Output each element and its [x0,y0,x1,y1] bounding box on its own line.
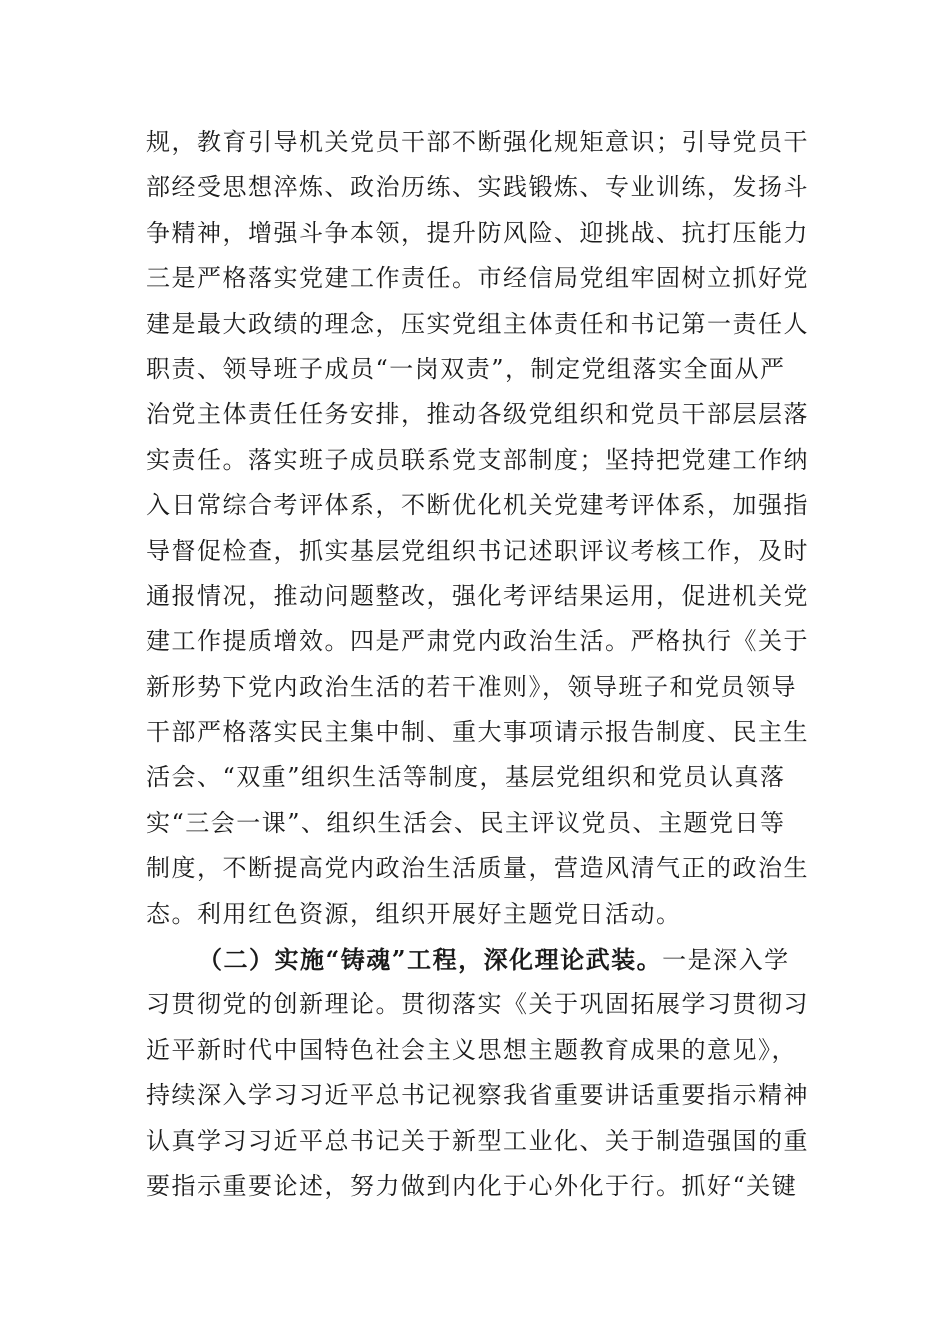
text-line: 新形势下党内政治生活的若干准则》，领导班子和党员领导 [146,672,797,701]
text-line: 习贯彻党的创新理论。贯彻落实《关于巩固拓展学习贯彻习 [146,990,809,1019]
text-line: 干部严格落实民主集中制、重大事项请示报告制度、民主生 [146,718,809,747]
text-line: 制度，不断提高党内政治生活质量，营造风清气正的政治生 [146,854,809,883]
text-line: 态。利用红色资源，组织开展好主题党日活动。 [146,899,682,928]
text-line: 入日常综合考评体系，不断优化机关党建考评体系，加强指 [146,491,809,520]
section-2-heading: （二）实施“铸魂”工程，深化理论武装。 [198,945,663,975]
text-line: 通报情况，推动问题整改，强化考评结果运用，促进机关党 [146,581,809,610]
text-line: 认真学习习近平总书记关于新型工业化、关于制造强国的重 [146,1126,809,1155]
text-line: 要指示重要论述，努力做到内化于心外化于行。抓好“关键 [146,1171,798,1200]
text-line: 导督促检查，抓实基层党组织书记述职评议考核工作，及时 [146,536,809,565]
text-line: 三是严格落实党建工作责任。市经信局党组牢固树立抓好党 [146,264,809,293]
text-line: 建工作提质增效。四是严肃党内政治生活。严格执行《关于 [146,627,809,656]
text-line: 职责、领导班子成员“一岗双责”，制定党组落实全面从严 [146,354,786,383]
text-line: 持续深入学习习近平总书记视察我省重要讲话重要指示精神 [146,1081,809,1110]
text-line: 争精神，增强斗争本领，提升防风险、迎挑战、抗打压能力 [146,218,809,247]
text-line: 规，教育引导机关党员干部不断强化规矩意识；引导党员干 [146,128,809,156]
text-line: 建是最大政绩的理念，压实党组主体责任和书记第一责任人 [146,309,809,338]
body-text [146,120,810,1209]
section-2-first-line-text: 一是深入学 [662,946,790,975]
text-line: 治党主体责任任务安排，推动各级党组织和党员干部层层落 [146,400,809,429]
text-line: 活会、“双重”组织生活等制度，基层党组织和党员认真落 [146,763,786,792]
text-line: 实“三会一课”、组织生活会、民主评议党员、主题党日等 [146,808,786,837]
text-line: 部经受思想淬炼、政治历练、实践锻炼、专业训练，发扬斗 [146,173,809,202]
text-line: 近平新时代中国特色社会主义思想主题教育成果的意见》， [146,1035,797,1064]
section-2-first-line [146,937,810,982]
text-line: 实责任。落实班子成员联系党支部制度；坚持把党建工作纳 [146,445,809,474]
